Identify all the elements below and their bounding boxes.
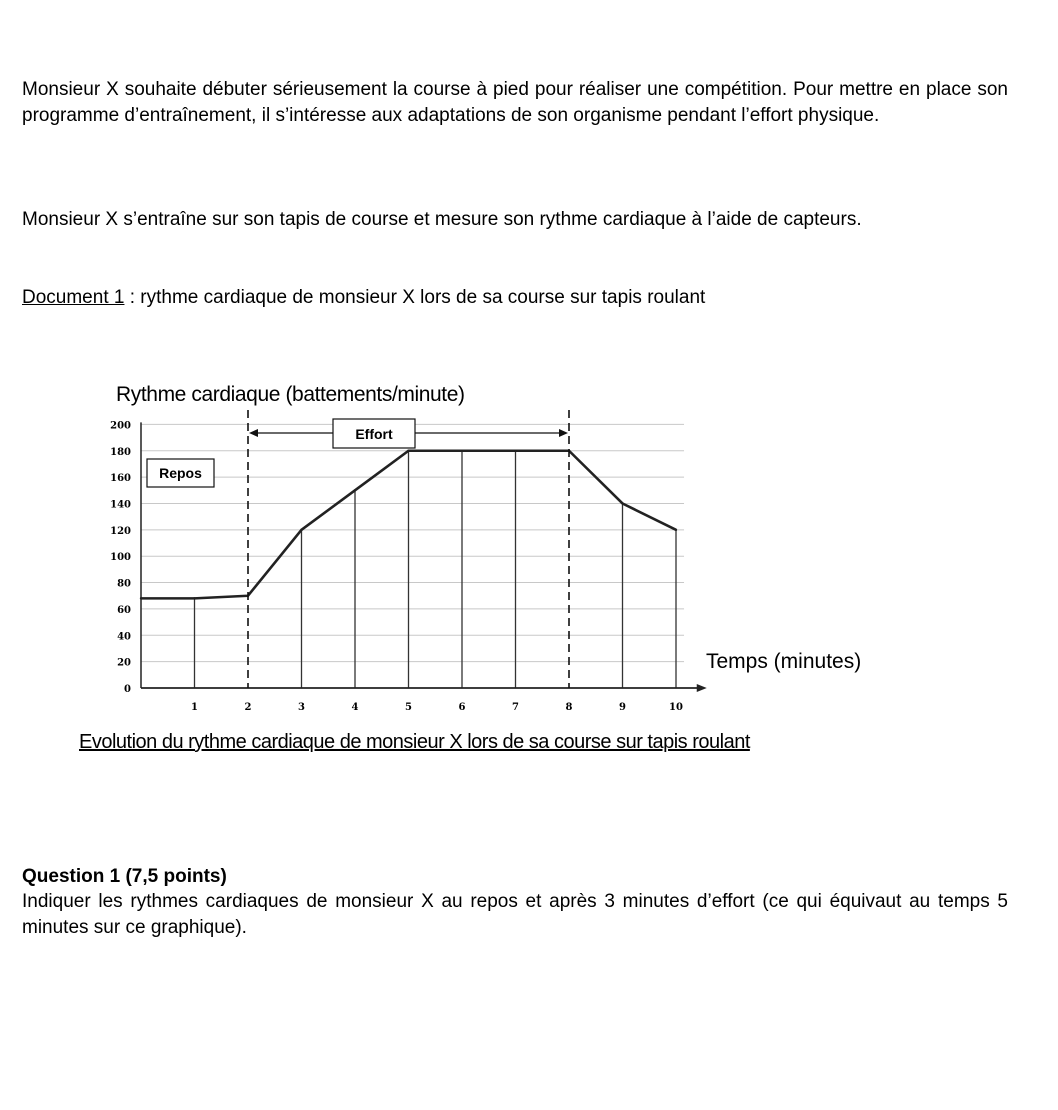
y-tick-label-60: 60 bbox=[117, 604, 131, 616]
effort-arrow-left-head bbox=[249, 429, 258, 437]
x-tick-label-8: 8 bbox=[565, 702, 573, 713]
effort-arrow-right-head bbox=[559, 429, 568, 437]
chart-caption: Evolution du rythme cardiaque de monsieur X lors de sa course sur tapis roulant bbox=[79, 731, 750, 753]
intro-paragraph-2: Monsieur X s’entraîne sur son tapis de course et mesure son rythme cardiaque à l’aide de capteurs. bbox=[22, 209, 862, 230]
data-point-10 bbox=[675, 529, 677, 531]
y-tick-label-140: 140 bbox=[110, 499, 131, 511]
heart-rate-chart bbox=[0, 370, 1058, 730]
x-tick-label-4: 4 bbox=[351, 702, 359, 713]
x-tick-label-10: 10 bbox=[669, 702, 683, 713]
intro-paragraph-1: Monsieur X souhaite débuter sérieusement la course à pied pour réaliser une compétition. Pour mettre en place son programme d’entraînement, il s’intéresse aux adaptations de son organisme pendant l’effort physique. bbox=[22, 79, 1008, 126]
data-point-5 bbox=[407, 450, 409, 452]
y-tick-label-160: 160 bbox=[110, 473, 131, 485]
marks-layer bbox=[140, 422, 707, 692]
x-axis-arrow bbox=[697, 684, 707, 692]
y-tick-label-180: 180 bbox=[110, 446, 131, 458]
data-point-6 bbox=[461, 450, 463, 452]
x-axis-label: Temps (minutes) bbox=[706, 650, 862, 673]
y-tick-label-0: 0 bbox=[124, 684, 131, 695]
x-tick-label-2: 2 bbox=[244, 702, 252, 713]
x-tick-label-9: 9 bbox=[619, 702, 626, 713]
question-text: Indiquer les rythmes cardiaques de monsieur X au repos et après 3 minutes d’effort (ce qui équivaut au temps 5 minutes sur ce graphique). bbox=[22, 891, 1008, 938]
y-tick-label-40: 40 bbox=[117, 631, 131, 643]
data-point-1 bbox=[193, 597, 195, 599]
x-tick-label-7: 7 bbox=[512, 702, 519, 713]
chart-title: Rythme cardiaque (battements/minute) bbox=[116, 383, 465, 406]
data-point-7 bbox=[514, 450, 516, 452]
x-tick-label-6: 6 bbox=[458, 702, 466, 713]
y-tick-label-80: 80 bbox=[117, 578, 131, 590]
document-heading bbox=[22, 285, 705, 311]
data-point-4 bbox=[354, 489, 356, 491]
x-tick-label-3: 3 bbox=[298, 702, 305, 713]
y-tick-label-100: 100 bbox=[110, 552, 131, 564]
document-description: : rythme cardiaque de monsieur X lors de sa course sur tapis roulant bbox=[124, 287, 706, 308]
document-label: Document 1 bbox=[22, 287, 125, 308]
data-point-0 bbox=[140, 597, 142, 599]
y-tick-label-200: 200 bbox=[110, 420, 131, 432]
effort-label: Effort bbox=[355, 426, 393, 442]
y-tick-label-20: 20 bbox=[117, 657, 131, 669]
question-title: Question 1 (7,5 points) bbox=[22, 866, 227, 887]
x-tick-label-1: 1 bbox=[191, 702, 198, 713]
x-tick-label-5: 5 bbox=[405, 702, 412, 713]
rest-label: Repos bbox=[159, 465, 202, 481]
data-point-3 bbox=[300, 529, 302, 531]
grid-layer bbox=[141, 424, 684, 661]
data-point-9 bbox=[621, 502, 623, 504]
y-tick-label-120: 120 bbox=[110, 525, 131, 537]
